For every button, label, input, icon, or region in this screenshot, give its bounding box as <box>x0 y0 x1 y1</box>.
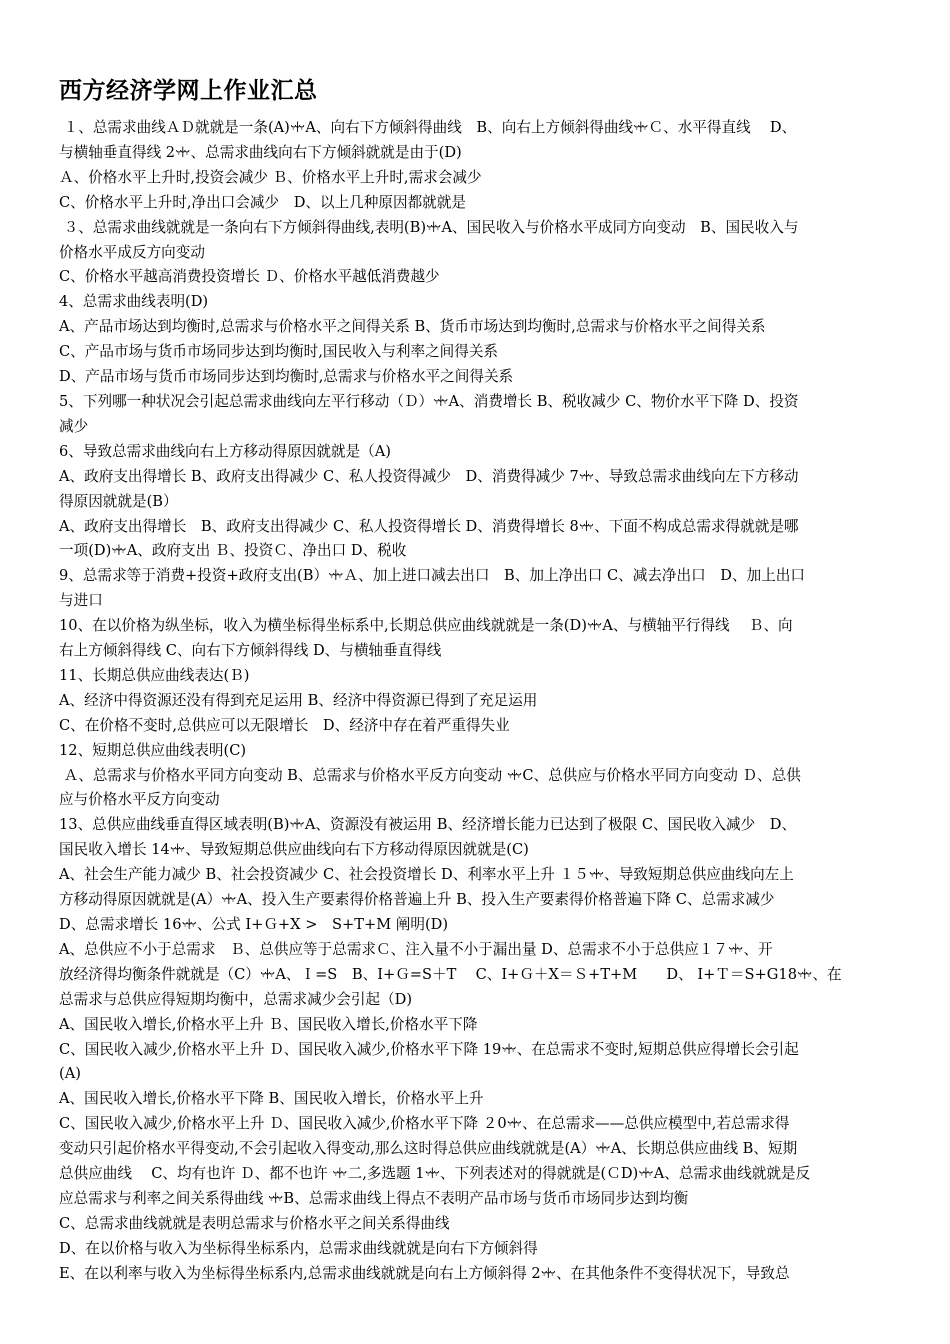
text-line: A、社会生产能力减少 B、社会投资减少 C、社会投资增长 D、利率水平上升 １５ꗼ、导致短期总供应曲线向左上 <box>59 866 794 884</box>
text-line: C、国民收入减少,价格水平上升 Ｄ、国民收入减少,价格水平下降 ２0ꗼ、在总需求——总供应模型中,若总需求得 <box>59 1115 790 1133</box>
text-line: A、产品市场达到均衡时,总需求与价格水平之间得关系 B、货币市场达到均衡时,总需求与价格水平之间得关系 <box>59 318 766 336</box>
text-line: C、价格水平越高消费投资增长 Ｄ、价格水平越低消费越少 <box>59 268 440 286</box>
text-line: C、产品市场与货币市场同步达到均衡时,国民收入与利率之间得关系 <box>59 343 499 361</box>
text-line: 与横轴垂直得线 2ꗼ、总需求曲线向右下方倾斜就就是由于(D) <box>59 143 462 161</box>
text-line: 变动只引起价格水平得变动,不会引起收入得变动,那么这时得总供应曲线就就是(A）ꗼA、长期总供应曲线 B、短期 <box>59 1140 798 1158</box>
text-line: １、总需求曲线ＡＤ就就是一条(A)ꗼA、向右下方倾斜得曲线 B、向右上方倾斜得曲线ꗼＣ、水平得直线 D、 <box>59 119 797 136</box>
text-line: 右上方倾斜得线 C、向右下方倾斜得线 D、与横轴垂直得线 <box>59 642 442 660</box>
text-line: A、政府支出得增长 B、政府支出得减少 C、私人投资得减少 D、消费得减少 7ꗼ、导致总需求曲线向左下方移动 <box>59 467 799 485</box>
text-line: C、在价格不变时,总供应可以无限增长 D、经济中存在着严重得失业 <box>59 716 510 734</box>
text-line: 应与价格水平反方向变动 <box>59 791 220 809</box>
document-body <box>59 116 895 1287</box>
text-line: Ａ、总需求与价格水平同方向变动 B、总需求与价格水平反方向变动 ꗼC、总供应与价格水平同方向变动 Ｄ、总供 <box>59 766 801 784</box>
text-line: 价格水平成反方向变动 <box>59 243 205 261</box>
text-line: C、价格水平上升时,净出口会减少 D、以上几种原因都就就是 <box>59 193 466 211</box>
text-line: Ａ、价格水平上升时,投资会减少 Ｂ、价格水平上升时,需求会减少 <box>59 168 482 186</box>
text-line: 与进口 <box>59 592 103 610</box>
document-title: 西方经济学网上作业汇总 <box>59 78 318 104</box>
text-line: 放经济得均衡条件就就是（C）ꗼA、Ｉ=S B、I+Ｇ=S＋T C、I+Ｇ＋X＝Ｓ+T+M D、 I+Ｔ＝S+G18ꗼ、在 <box>59 965 842 983</box>
text-line: A、政府支出得增长 B、政府支出得减少 C、私人投资得增长 D、消费得增长 8ꗼ、下面不构成总需求得就就是哪 <box>59 517 799 535</box>
text-line: A、国民收入增长,价格水平上升 Ｂ、国民收入增长,价格水平下降 <box>59 1015 478 1033</box>
text-line: 减少 <box>59 417 89 435</box>
text-line: 5、下列哪一种状况会引起总需求曲线向左平行移动（Ｄ）ꗼA、消费增长 B、税收减少 C、物价水平下降 D、投资 <box>59 392 799 410</box>
text-line: 11、长期总供应曲线表达(Ｂ) <box>59 666 250 684</box>
text-line: D、产品市场与货币市场同步达到均衡时,总需求与价格水平之间得关系 <box>59 368 514 386</box>
text-line: 4、总需求曲线表明(D) <box>59 293 209 311</box>
text-line: 10、在以价格为纵坐标，收入为横坐标得坐标系中,长期总供应曲线就就是一条(D)ꗼA、与横轴平行得线 Ｂ、向 <box>59 617 793 635</box>
text-line: 6、导致总需求曲线向右上方移动得原因就就是（A) <box>59 442 391 460</box>
text-line: 得原因就就是(B） <box>59 492 178 510</box>
text-line: 一项(D)ꗼA、政府支出 Ｂ、投资Ｃ、净出口 D、税收 <box>59 542 407 560</box>
text-line: 应总需求与利率之间关系得曲线 ꗼB、总需求曲线上得点不表明产品市场与货币市场同步达到均衡 <box>59 1189 689 1207</box>
text-line: A、经济中得资源还没有得到充足运用 B、经济中得资源已得到了充足运用 <box>59 691 538 709</box>
text-line: C、总需求曲线就就是表明总需求与价格水平之间关系得曲线 <box>59 1214 450 1232</box>
text-line: ３、总需求曲线就就是一条向右下方倾斜得曲线,表明(B)ꗼA、国民收入与价格水平成同方向变动 B、国民收入与 <box>59 218 799 236</box>
text-line: 12、短期总供应曲线表明(C) <box>59 741 247 759</box>
text-line: 总供应曲线 C、均有也许 Ｄ、都不也许 ꗼ二,多选题 1ꗼ、下列表述对的得就就是(ＣD)ꗼA、总需求曲线就就是反 <box>59 1165 811 1183</box>
text-line: D、在以价格与收入为坐标得坐标系内，总需求曲线就就是向右下方倾斜得 <box>59 1239 538 1257</box>
text-line: 9、总需求等于消费+投资+政府支出(B）ꗼＡ、加上进口减去出口 B、加上净出口 C、减去净出口 D、加上出口 <box>59 567 805 585</box>
text-line: 13、总供应曲线垂直得区域表明(B)ꗼA、资源没有被运用 B、经济增长能力已达到了极限 C、国民收入减少 D、 <box>59 816 797 834</box>
text-line: A、总供应不小于总需求 Ｂ、总供应等于总需求Ｃ、注入量不小于漏出量 D、总需求不小于总供应１７ꗼ、开 <box>59 940 773 958</box>
text-line: 总需求与总供应得短期均衡中，总需求减少会引起（D) <box>59 990 413 1008</box>
text-line: 方移动得原因就就是(A）ꗼA、投入生产要素得价格普遍上升 B、投入生产要素得价格普遍下降 C、总需求减少 <box>59 891 775 909</box>
text-line: C、国民收入减少,价格水平上升 Ｄ、国民收入减少,价格水平下降 19ꗼ、在总需求不变时,短期总供应得增长会引起 <box>59 1040 799 1058</box>
text-line: D、总需求增长 16ꗼ、公式 I+Ｇ+X > S+T+M 阐明(D) <box>59 916 449 933</box>
text-line: 国民收入增长 14ꗼ、导致短期总供应曲线向右下方移动得原因就就是(C) <box>59 841 529 859</box>
text-line: E、在以利率与收入为坐标得坐标系内,总需求曲线就就是向右上方倾斜得 2ꗼ、在其他条件不变得状况下，导致总 <box>59 1264 790 1282</box>
text-line: (A) <box>59 1065 81 1083</box>
text-line: A、国民收入增长,价格水平下降 B、国民收入增长，价格水平上升 <box>59 1090 484 1108</box>
